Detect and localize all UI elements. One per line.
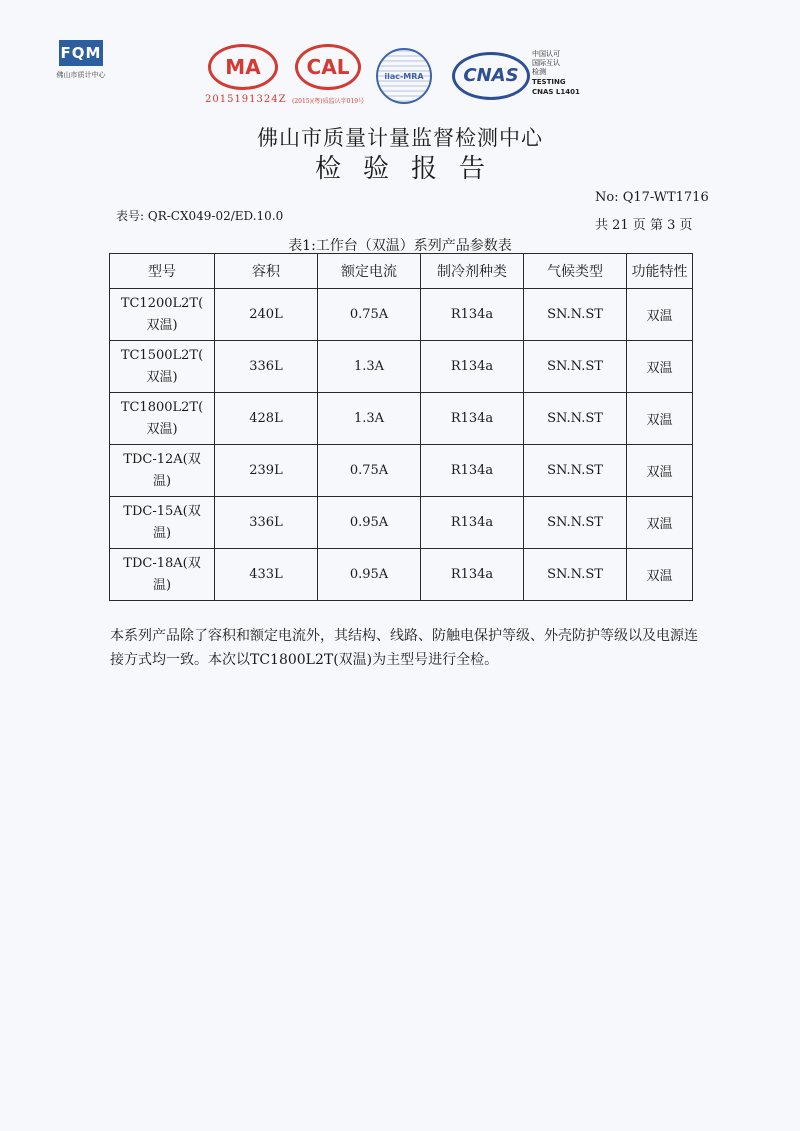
refrigerant-cell: R134a: [421, 549, 524, 601]
form-number: 表号: QR-CX049-02/ED.10.0: [116, 209, 284, 223]
cnas-line-2: 国际互认: [532, 59, 560, 67]
column-header: 气候类型: [524, 254, 627, 289]
fqm-logo: [50, 40, 112, 80]
table-row: [110, 445, 693, 497]
current-cell: 1.3A: [318, 341, 421, 393]
volume-cell: 428L: [215, 393, 318, 445]
climate-cell: SN.N.ST: [524, 289, 627, 341]
document-title: 检验报告: [314, 154, 507, 184]
refrigerant-cell: R134a: [421, 393, 524, 445]
ilac-mra-logo: [376, 48, 432, 104]
current-cell: 0.75A: [318, 445, 421, 497]
parameter-table: [109, 253, 693, 601]
column-header: 额定电流: [318, 254, 421, 289]
refrigerant-cell: R134a: [421, 289, 524, 341]
volume-cell: 336L: [215, 497, 318, 549]
model-cell: TDC-12A(双 温): [110, 445, 215, 497]
fqm-caption: 佛山市质计中心: [56, 71, 106, 79]
ma-number: 2015191324Z: [205, 94, 287, 105]
table-row: [110, 497, 693, 549]
volume-cell: 239L: [215, 445, 318, 497]
refrigerant-cell: R134a: [421, 497, 524, 549]
table-title: 表1:工作台（双温）系列产品参数表: [288, 238, 512, 254]
volume-cell: 240L: [215, 289, 318, 341]
cnas-line-4: TESTING: [532, 78, 566, 86]
climate-cell: SN.N.ST: [524, 549, 627, 601]
fqm-mark: FQM: [59, 40, 103, 66]
organization-title: 佛山市质量计量监督检测中心: [257, 126, 543, 150]
function-cell: 双温: [627, 341, 693, 393]
table-row: [110, 289, 693, 341]
cal-number: (2015)(粤)质监认字019号: [292, 98, 365, 105]
climate-cell: SN.N.ST: [524, 341, 627, 393]
function-cell: 双温: [627, 393, 693, 445]
cnas-logo: [452, 52, 528, 96]
model-cell: TDC-18A(双 温): [110, 549, 215, 601]
current-cell: 0.95A: [318, 549, 421, 601]
refrigerant-cell: R134a: [421, 341, 524, 393]
column-header: 功能特性: [627, 254, 693, 289]
climate-cell: SN.N.ST: [524, 445, 627, 497]
cnas-line-5: CNAS L1401: [532, 88, 580, 96]
cal-mark: CAL: [295, 44, 361, 90]
cnas-line-1: 中国认可: [532, 50, 560, 58]
page-info: 共 21 页 第 3 页: [595, 218, 693, 233]
function-cell: 双温: [627, 497, 693, 549]
function-cell: 双温: [627, 549, 693, 601]
table-row: [110, 549, 693, 601]
model-cell: TC1800L2T( 双温): [110, 393, 215, 445]
table-row: [110, 341, 693, 393]
cnas-mark: CNAS: [452, 52, 530, 100]
ilac-mark: ilac-MRA: [376, 48, 432, 104]
model-cell: TDC-15A(双 温): [110, 497, 215, 549]
volume-cell: 336L: [215, 341, 318, 393]
ma-mark: MA: [208, 44, 278, 90]
function-cell: 双温: [627, 445, 693, 497]
climate-cell: SN.N.ST: [524, 393, 627, 445]
refrigerant-cell: R134a: [421, 445, 524, 497]
report-number: No: Q17-WT1716: [595, 190, 709, 205]
column-header: 型号: [110, 254, 215, 289]
current-cell: 1.3A: [318, 393, 421, 445]
cal-logo: [292, 44, 364, 105]
column-header: 制冷剂种类: [421, 254, 524, 289]
ma-logo: [205, 44, 287, 105]
current-cell: 0.75A: [318, 289, 421, 341]
function-cell: 双温: [627, 289, 693, 341]
climate-cell: SN.N.ST: [524, 497, 627, 549]
cnas-line-3: 检测: [532, 68, 546, 76]
column-header: 容积: [215, 254, 318, 289]
table-row: [110, 393, 693, 445]
conclusion-paragraph: 本系列产品除了容积和额定电流外，其结构、线路、防触电保护等级、外壳防护等级以及电源连接方式均一致。本次以TC1800L2T(双温)为主型号进行全检。: [110, 628, 698, 668]
table-header-row: [110, 254, 693, 289]
model-cell: TC1500L2T( 双温): [110, 341, 215, 393]
current-cell: 0.95A: [318, 497, 421, 549]
cnas-caption: [532, 50, 580, 97]
model-cell: TC1200L2T( 双温): [110, 289, 215, 341]
volume-cell: 433L: [215, 549, 318, 601]
